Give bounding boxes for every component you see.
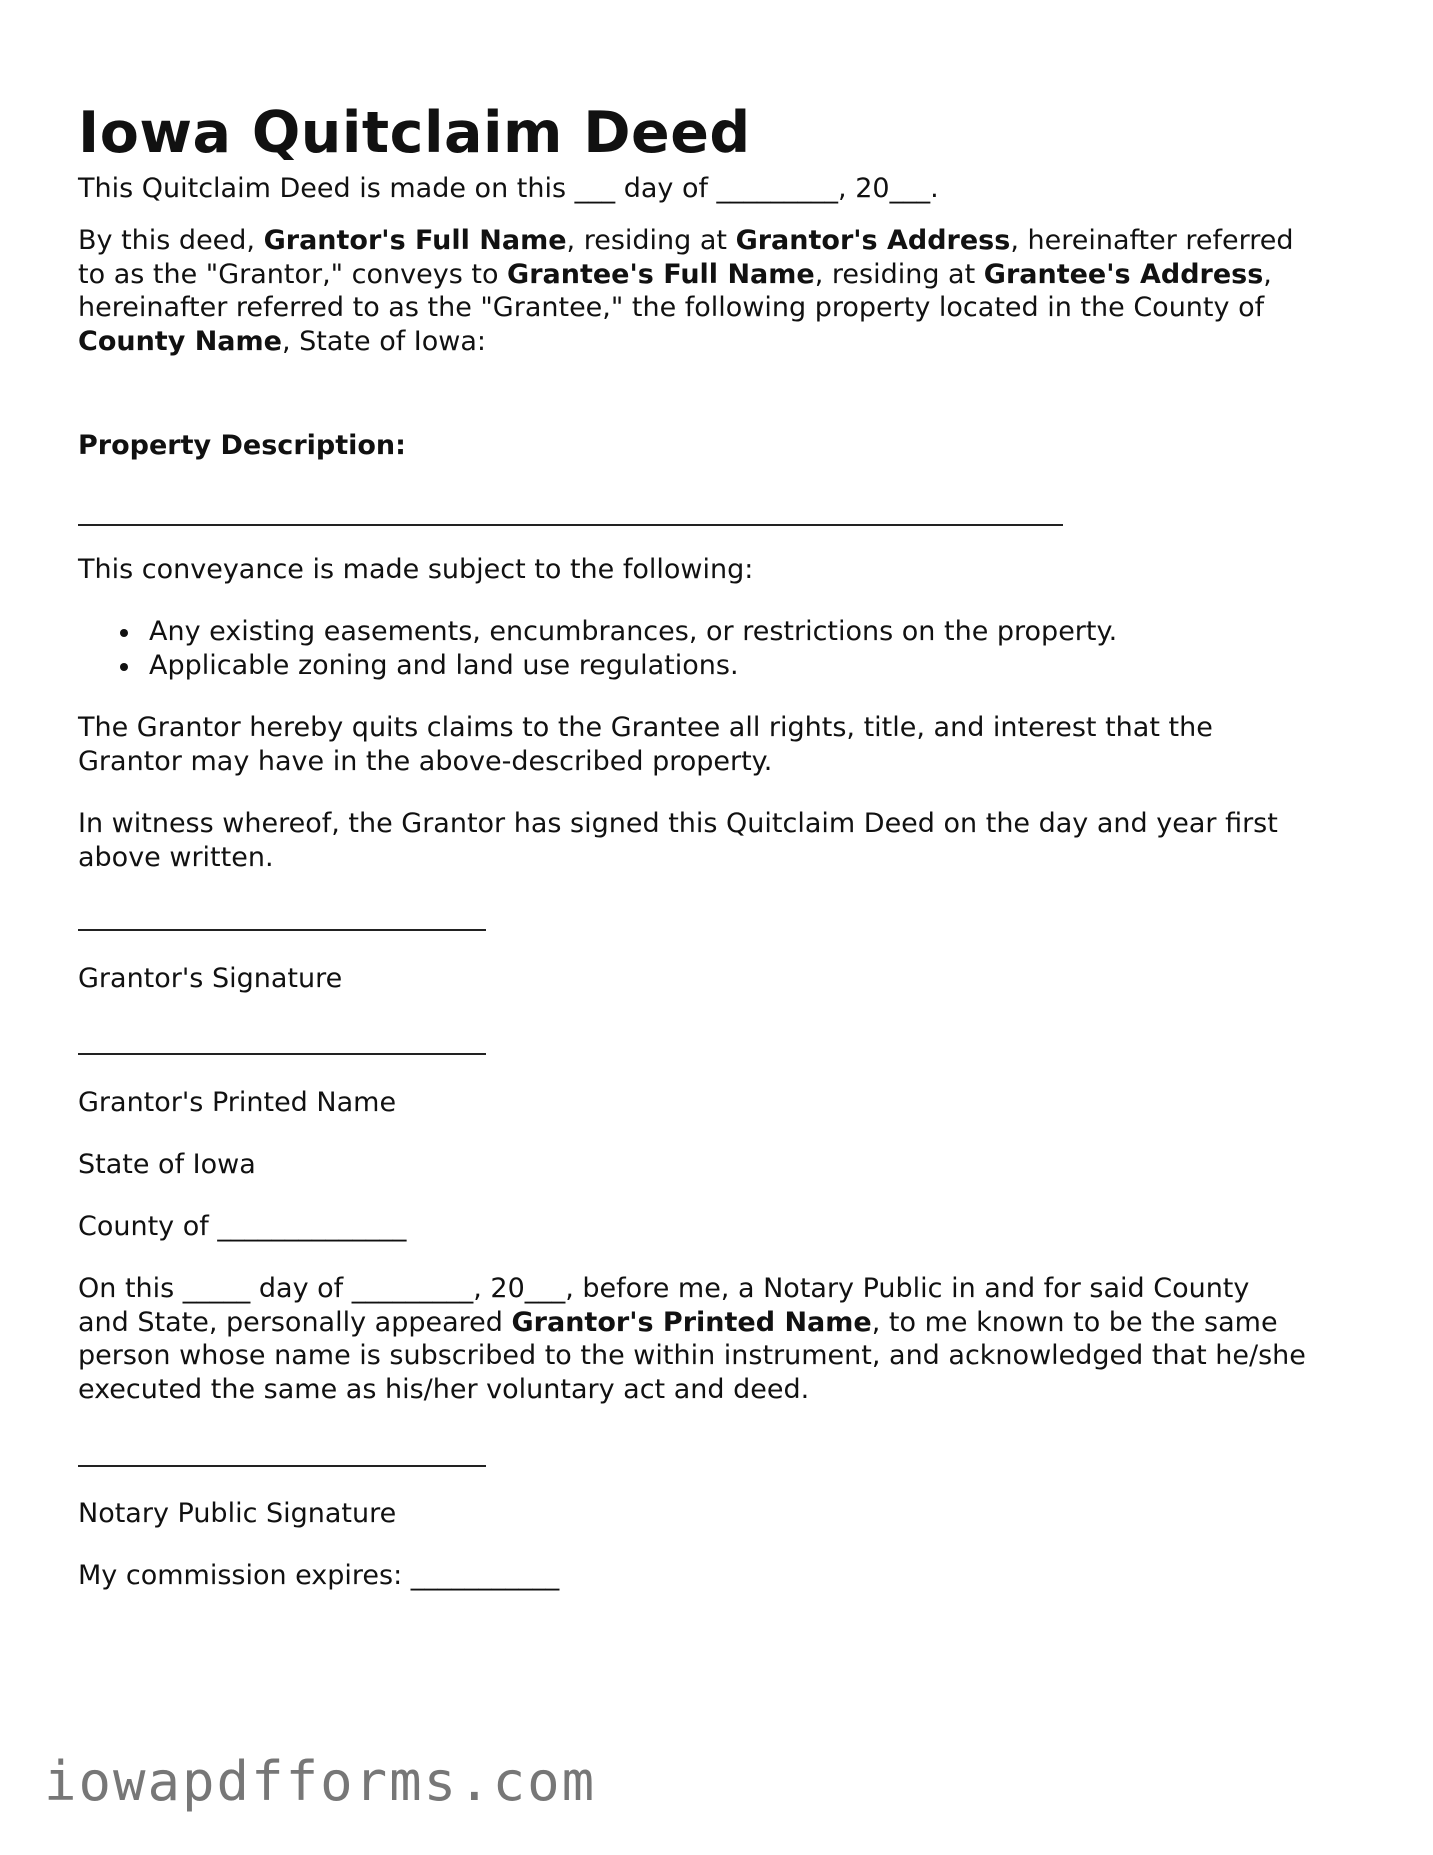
parties-line-3: hereinafter referred to as the "Grantee," the following property located in the County of [78,292,1265,323]
ack-line-4: executed the same as his/her voluntary act and deed. [78,1373,810,1405]
notary-signature-line [78,1465,486,1467]
parties-text: By this deed, [78,225,264,256]
ack-grantor-name: Grantor's Printed Name [511,1306,872,1338]
grantor-name: Grantor's Full Name [263,225,567,256]
ack-text: , to me known to be the same [871,1306,1278,1338]
ack-text: and State, personally appeared [78,1306,512,1338]
witness-clause [78,807,1278,874]
notary-acknowledgment [78,1272,1306,1406]
quitclaim-line-1: The Grantor hereby quits claims to the Grantee all rights, title, and interest that the [78,712,1213,743]
notary-signature-label: Notary Public Signature [78,1498,397,1529]
list-item [78,615,1117,649]
grantor-printed-name-line [78,1053,486,1055]
county-name: County Name [78,325,282,357]
parties-text: , [1263,258,1272,290]
parties-text: , State of Iowa: [281,325,487,357]
parties-paragraph [78,224,1294,358]
condition-text: Any existing easements, encumbrances, or restrictions on the property. [149,616,1118,647]
notary-county-line: County of ______________ [78,1211,407,1242]
bullet-icon [120,663,128,671]
parties-text: , residing at [814,258,984,290]
notary-state-line: State of Iowa [78,1149,256,1180]
date-line: This Quitclaim Deed is made on this ___ day of _________, 20___. [78,173,939,204]
commission-expires-line: My commission expires: ___________ [78,1560,560,1591]
quitclaim-line-2: Grantor may have in the above-described property. [78,745,773,777]
parties-line-1 [78,224,1294,258]
ack-line-2 [78,1306,1306,1340]
parties-text: to as the "Grantor," conveys to [78,258,508,290]
witness-line-1: In witness whereof, the Grantor has signed this Quitclaim Deed on the day and year first [78,808,1278,839]
parties-text: , residing at [566,225,736,256]
subject-intro: This conveyance is made subject to the following: [78,554,754,585]
quitclaim-clause [78,711,1213,778]
parties-text: , hereinafter referred [1010,225,1294,256]
property-description-line [78,524,1063,526]
grantee-address: Grantee's Address [983,258,1264,290]
list-item [78,649,1117,683]
grantee-name: Grantee's Full Name [507,258,815,290]
grantor-printed-name-label: Grantor's Printed Name [78,1087,397,1118]
watermark: iowapdfforms.com [44,1750,597,1813]
ack-line-3: person whose name is subscribed to the within instrument, and acknowledged that he/she [78,1340,1306,1371]
parties-line-2 [78,258,1294,292]
conditions-list [78,615,1117,682]
condition-text: Applicable zoning and land use regulations. [149,649,739,681]
grantor-address: Grantor's Address [735,225,1011,256]
document-title: Iowa Quitclaim Deed [78,100,751,166]
grantor-signature-line [78,929,486,931]
grantor-signature-label: Grantor's Signature [78,963,343,994]
property-description-heading: Property Description: [78,430,406,461]
parties-line-4 [78,325,1294,359]
witness-line-2: above written. [78,841,274,873]
bullet-icon [120,629,128,637]
ack-line-1: On this _____ day of _________, 20___, before me, a Notary Public in and for said County [78,1273,1250,1304]
